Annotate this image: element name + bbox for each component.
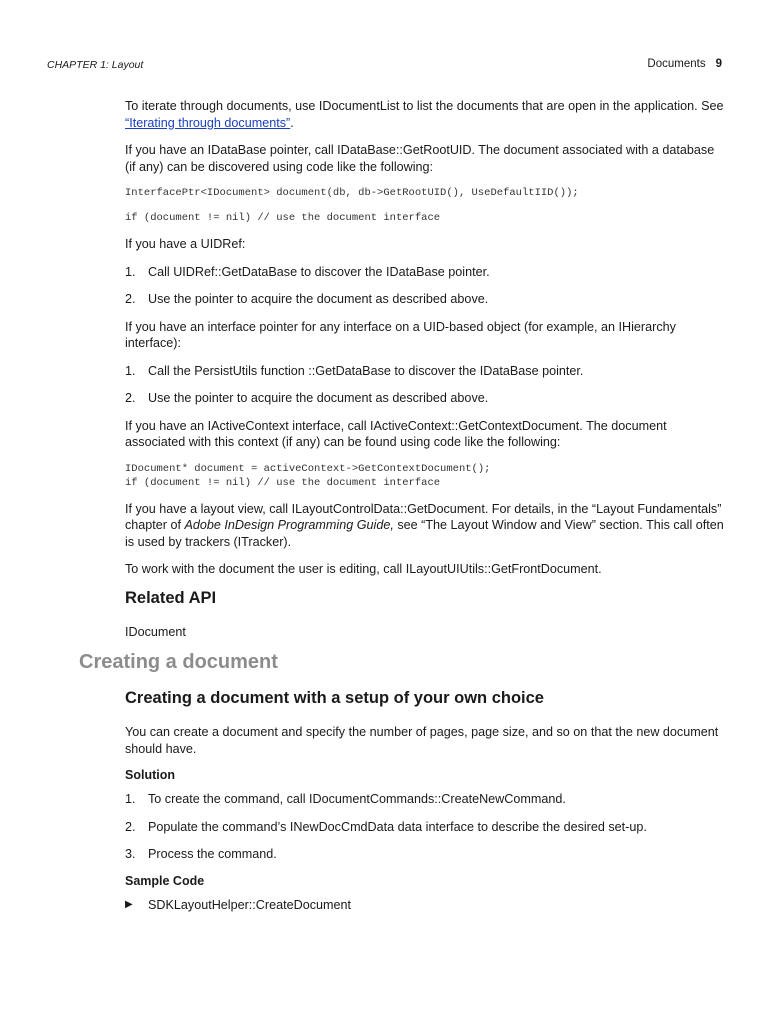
list-item: 1. Call UIDRef::GetDataBase to discover the IDataBase pointer. [125,264,490,279]
subheading-setup-choice: Creating a document with a setup of your own choice [125,689,544,707]
list-item: 2. Use the pointer to acquire the document as described above. [125,292,489,306]
code-line-if-document: if (document != nil) // use the document interface [125,212,441,224]
code-line-interfaceptr: InterfacePtr<IDocument> document(db, db->GetRootUID(), UseDefaultIID()); [125,187,579,199]
code-line-getcontextdocument: IDocument* document = activeContext->GetContextDocument(); [125,462,491,475]
paragraph-create-document: You can create a document and specify the number of pages, page size, and so on that the new document should have. [125,725,719,756]
running-header-section [647,58,722,70]
paragraph-front-document: To work with the document the user is editing, call ILayoutUIUtils::GetFrontDocument. [125,562,602,576]
iterating-documents-link[interactable]: “Iterating through documents” [125,115,291,130]
list-item: 1. Call the PersistUtils function ::GetDataBase to discover the IDataBase pointer. [125,363,584,378]
list-item: 1. To create the command, call IDocumentCommands::CreateNewCommand. [125,792,566,806]
heading-related-api: Related API [125,588,217,607]
running-header-chapter: CHAPTER 1: Layout [47,59,144,71]
list-item: 3. Process the command. [125,847,277,861]
paragraph-idatabase: If you have an IDataBase pointer, call IDataBase::GetRootUID. The document associated with a database (if any) can be discovered using code like the following: [125,143,715,174]
page-number: 9 [715,58,722,70]
triangle-bullet-icon: ▶ [125,898,133,910]
list-item: 2. Populate the command’s INewDocCmdData data interface to describe the desired set-up. [125,819,647,834]
section-heading-creating-document: Creating a document [79,651,278,673]
header-section-title: Documents [647,58,706,70]
paragraph-iactivecontext: If you have an IActiveContext interface, call IActiveContext::GetContextDocument. The document associated with this context (if any) can be found using code like the following: [125,418,667,449]
code-line-if-document-2: if (document != nil) // use the document interface [125,476,441,489]
list-item: 2. Use the pointer to acquire the document as described above. [125,391,489,405]
heading-solution: Solution [125,768,175,782]
sample-code-item [125,897,725,914]
paragraph-iterate: To iterate through documents, use IDocumentList to list the documents that are open in the application. See “Iterating through documents”. [125,99,724,130]
related-api-item: IDocument [125,624,186,639]
paragraph-uidref: If you have a UIDRef: [125,237,246,251]
paragraph-interface-pointer: If you have an interface pointer for any interface on a UID-based object (for example, an IHierarchy interface): [125,319,676,350]
heading-sample-code: Sample Code [125,873,205,888]
paragraph-layout-view: If you have a layout view, call ILayoutControlData::GetDocument. For details, in the “Layout Fundamentals” chapter of Adobe InDesign Programming Guide, see “The Layout Window and View” section. This call often is used by trackers (ITracker). [125,501,724,549]
sample-code-function: SDKLayoutHelper::CreateDocument [148,897,352,912]
page-content [79,98,725,913]
